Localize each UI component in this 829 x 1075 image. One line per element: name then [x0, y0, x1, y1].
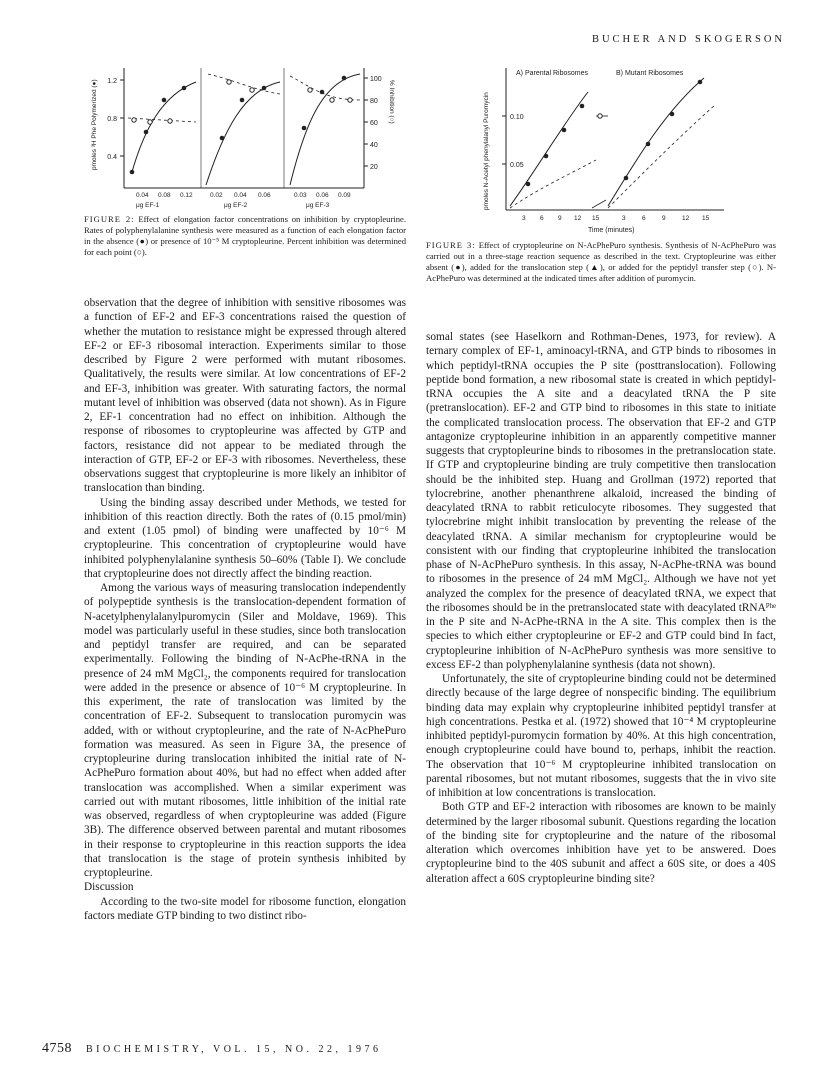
fig2-x-tick: 0.08: [158, 192, 171, 199]
figure-2: [84, 60, 406, 220]
fig3-x-tick: 15: [702, 215, 710, 222]
figure-2-caption: [84, 214, 406, 258]
figure-3-caption: [426, 240, 776, 284]
body-paragraph: observation that the degree of inhibition with sensitive ribosomes was a function of EF-2 and EF-3 concentrations raised the question of whether the mutation to resistance might be expressed through altered EF-2 or EF-3 ribosomal interaction. Experiments similar to those described by Figure 2 were performed with mutant ribosomes. Qualitatively, the results were similar. At low concentrations of EF-2 and EF-3, inhibition was greater. With saturating factors, the normal mutant level of inhibition was observed (data not shown). As in Figure 2, EF-1 concentration had no effect on inhibition. Although the response of ribosomes to cryptopleurine was affected by GTP and factors, resistance did not appear to be mediated through the interaction of GTP, EF-2 or EF-3 with ribosomes. Nevertheless, these observations suggest that cryptopleurine is more likely an inhibitor of translocation than binding.: [84, 297, 406, 495]
fig3-x-tick: 9: [558, 215, 562, 222]
fig2-x-tick: 0.04: [234, 192, 247, 199]
fig2-x-tick: 0.03: [294, 192, 307, 199]
fig2-x-tick: 0.02: [210, 192, 223, 199]
right-column: [426, 330, 776, 886]
left-column: [84, 296, 406, 923]
fig2-panel-label: μg EF-3: [306, 202, 330, 209]
fig3-legend-b: B) Mutant Ribosomes: [616, 70, 684, 77]
fig3-x-tick: 9: [662, 215, 666, 222]
body-paragraph: Using the binding assay described under Methods, we tested for inhibition of this reaction directly. Both the rates of (0.15 pmol/min) and extent (1.05 pmol) of binding were unaffected by 10⁻⁶ M cryptopleurine. This concentration of cryptopleurine would have inhibited polyphenylalanine synthesis 50–60% (Table I). We conclude that cryptopleurine does not directly affect the binding reaction.: [84, 496, 406, 580]
fig2-right-tick: 60: [370, 120, 378, 127]
fig3-x-tick: 15: [592, 215, 600, 222]
fig2-ylabel-left: pmoles ³H Phe Polymerized (●): [91, 79, 98, 170]
figure-3-plot: [476, 60, 748, 240]
body-paragraph: Unfortunately, the site of cryptopleurine binding could not be determined directly because of the large degree of nonspecific binding. The equilibrium binding data may explain why cryptopleurine inhibited peptidyl transfer at high concentrations. Pestka et al. (1972) showed that 10⁻⁴ M cryptopleurine inhibited peptidyl-puromycin formation by 40%. At this high concentration, enough cryptopleurine could have bound to, perhaps, inhibit the reaction. The observation that 10⁻⁶ M cryptopleurine inhibited translocation on parental ribosomes, but not mutant ribosomes, suggests that the in vivo site of inhibition at low concentrations is translocation.: [426, 673, 776, 799]
fig3-x-tick: 3: [522, 215, 526, 222]
body-paragraph: According to the two-site model for ribosome function, elongation factors mediate GTP binding to two distinct ribo-: [84, 895, 406, 922]
fig3-y-tick: 0.05: [510, 162, 524, 169]
body-paragraph: somal states (see Haselkorn and Rothman-Denes, 1973, for review). A ternary complex of EF-1, aminoacyl-tRNA, and GTP binds to ribosomes in which peptidyl-tRNA occupies the P site (posttranslocation). Following peptide bond formation, a new ribosomal state is created in which peptidyl-tRNA occupies the A site and a deacylated tRNA the P site (pretranslocation). EF-2 and GTP bind to ribosomes in this state to initiate the complicated translocation process. The observation that EF-2 and GTP antagonize cryptopleurine inhibition in an apparently competitive manner suggests that cryptopleurine binds to ribosomes in the pretranslocation state. If GTP and cryptopleurine binding are truly competitive then translocation should be the inhibited step. Huang and Grollman (1972) reported that tylocrebrine, another phenanthrene alkaloid, increased the binding of deacylated tRNA to rabbit reticulocyte ribosomes. They suggested that tylocrebrine might inhibit translocation by preventing the release of the deacylated tRNA. A similar mechanism for cryptopleurine would be consistent with our finding that cryptopleurine inhibited the translocation phase of N-AcPhePuro synthesis. In this assay, N-AcPhe-tRNA was bound to ribosomes in the presence of 24 mM MgCl₂. Although we have not yet analyzed the complex for the presence of deacylated tRNA, we expect that the ribosomes should be in the pretranslocated state with deacylated tRNAᴾʰᵉ in the P site and N-AcPhe-tRNA in the A site. This complex then is the species to which either cryptopleurine or EF-2 and GTP could bind In fact, cryptopleurine inhibition of N-AcPhePuro synthesis was more sensitive to excess EF-2 than polyphenylalanine synthesis (data not shown).: [426, 331, 776, 671]
fig2-ylabel-right: % Inhibition (○): [388, 80, 395, 124]
section-heading: Discussion: [84, 881, 134, 894]
fig3-ylabel: pmoles N-Acetyl phenylalanyl Puromycin: [483, 92, 490, 210]
fig2-right-tick: 40: [370, 142, 378, 149]
fig2-left-tick: 0.4: [107, 154, 117, 161]
page-number: 4758: [42, 1041, 72, 1056]
figure-2-plot: [84, 60, 406, 220]
journal-citation: BIOCHEMISTRY, VOL. 15, NO. 22, 1976: [86, 1044, 382, 1055]
fig2-left-tick: 1.2: [107, 78, 117, 85]
figure-3: [476, 60, 748, 240]
fig2-x-tick: 0.12: [180, 192, 193, 199]
fig3-x-tick: 6: [540, 215, 544, 222]
figure-3-label: FIGURE 3:: [426, 240, 476, 250]
fig2-right-tick: 20: [370, 164, 378, 171]
fig2-right-tick: 80: [370, 98, 378, 105]
body-paragraph: Among the various ways of measuring translocation independently of polypeptide synthesis is the translocation-dependent formation of N-acetylphenylalanylpuromycin (Siler and Moldave, 1969). This model was particularly useful in these studies, since both translocation and peptidyl transfer are required, and can be separated experimentally. Following the binding of N-AcPhe-tRNA in the presence of 24 mM MgCl₂, the components required for translocation were added in the presence or absence of 10⁻⁶ M cryptopleurine. In this experiment, the rate of translocation was limited by the concentration of EF-2. Subsequent to translocation puromycin was added, with or without cryptopleurine, and the rate of N-AcPhePuro formation was measured. As seen in Figure 3A, the presence of cryptopleurine during translocation inhibited the initial rate of N-AcPhePuro formation about 40%, but had no effect when added after translocation was accomplished. When a similar experiment was carried out with mutant ribosomes, little inhibition of the initial rate was observed, regardless of when cryptopleurine was added (Figure 3B). The difference observed between parental and mutant ribosomes in their response to cryptopleurine in this reaction supports the idea that translocation is the stage of protein synthesis inhibited by cryptopleurine.: [84, 582, 406, 879]
fig3-x-tick: 6: [642, 215, 646, 222]
fig2-panel-label: μg EF-2: [224, 202, 248, 209]
fig3-x-tick: 12: [682, 215, 690, 222]
figure-2-caption-text: Effect of elongation factor concentrations on inhibition by cryptopleurine. Rates of polyphenylalanine synthesis were measured as a function of each elongation factor in the absence (●) or presence of 10⁻⁵ M cryptopleurine. Percent inhibition was determined for each point (○).: [84, 214, 406, 257]
figure-2-label: FIGURE 2:: [84, 214, 135, 224]
fig2-x-tick: 0.06: [316, 192, 329, 199]
fig2-left-tick: 0.8: [107, 116, 117, 123]
fig3-legend-a: A) Parental Ribosomes: [516, 70, 588, 77]
fig3-x-tick: 12: [574, 215, 582, 222]
fig3-xlabel: Time (minutes): [588, 227, 635, 234]
body-paragraph: Both GTP and EF-2 interaction with ribosomes are known to be mainly determined by the larger ribosomal subunit. Questions regarding the location of the binding site for cryptopleurine and the nature of the ribosomal alteration which overcomes inhibition have yet to be answered. Does cryptopleurine bind to the 40S subunit and affect a 60S site, or does a 40S alteration affect a 60S cryptopleurine binding site?: [426, 801, 776, 885]
running-header: BUCHER AND SKOGERSON: [591, 34, 785, 45]
figure-3-caption-text: Effect of cryptopleurine on N-AcPhePuro synthesis. Synthesis of N-AcPhePuro was carried out in a three-stage reaction sequence as described in the text. Cryptopleurine was either absent (●), added for the translocation step (▲), or added for the peptidyl transfer step (○). N-AcPhePuro was determined at the indicated times after addition of puromycin.: [426, 240, 776, 283]
fig2-x-tick: 0.06: [258, 192, 271, 199]
page-footer: [42, 1041, 381, 1057]
fig2-right-tick: 100: [370, 76, 382, 83]
fig2-x-tick: 0.09: [338, 192, 351, 199]
fig3-x-tick: 3: [622, 215, 626, 222]
fig3-y-tick: 0.10: [510, 114, 524, 121]
fig2-x-tick: 0.04: [136, 192, 149, 199]
fig2-panel-label: μg EF-1: [136, 202, 160, 209]
